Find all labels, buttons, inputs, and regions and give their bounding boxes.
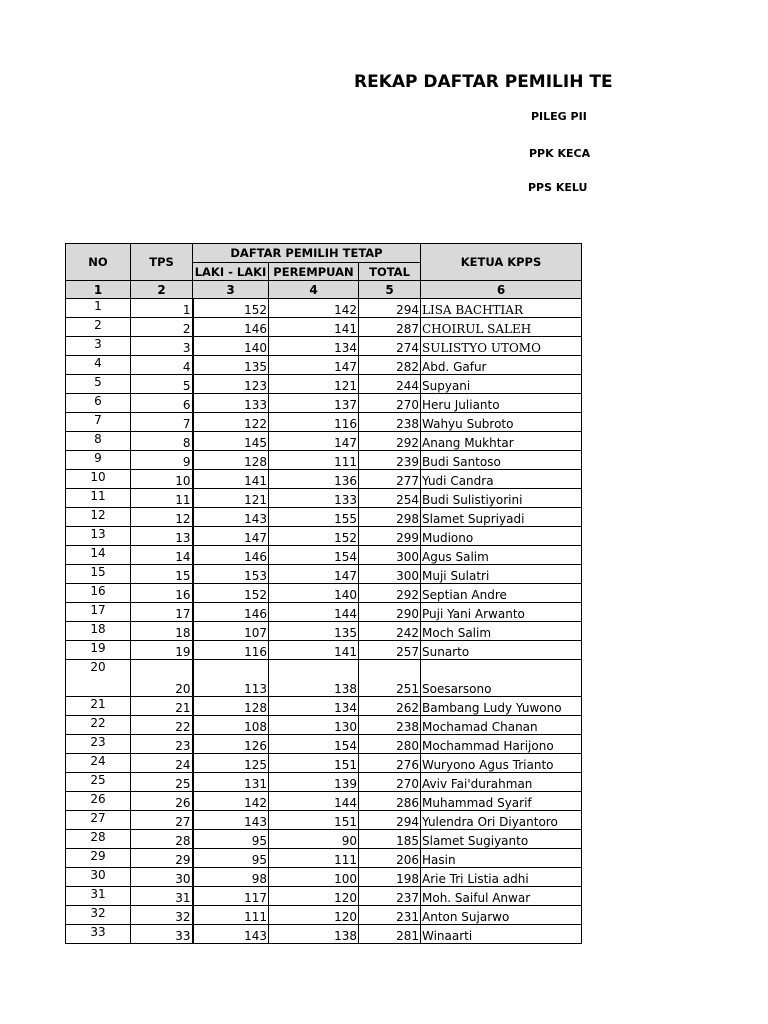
total-cell: 290 — [359, 603, 421, 622]
table-row — [66, 754, 582, 773]
no-cell: 3 — [66, 337, 131, 356]
subtitle-pileg: PILEG PII — [531, 110, 587, 123]
perempuan-cell: 138 — [269, 925, 359, 944]
no-cell: 33 — [66, 925, 131, 944]
total-cell: 294 — [359, 299, 421, 318]
laki-laki-cell: 146 — [193, 603, 269, 622]
laki-laki-cell: 143 — [193, 925, 269, 944]
ketua-kpps-cell: SULISTYO UTOMO — [421, 337, 582, 356]
laki-laki-cell: 117 — [193, 887, 269, 906]
table-row — [66, 697, 582, 716]
tps-cell: 14 — [131, 546, 193, 565]
tps-cell: 16 — [131, 584, 193, 603]
table-row — [66, 375, 582, 394]
header-laki-laki: LAKI - LAKI — [193, 263, 269, 281]
no-cell: 2 — [66, 318, 131, 337]
perempuan-cell: 120 — [269, 887, 359, 906]
total-cell: 185 — [359, 830, 421, 849]
ketua-kpps-cell: Soesarsono — [421, 660, 582, 697]
table-row — [66, 925, 582, 944]
laki-laki-cell: 116 — [193, 641, 269, 660]
header-total: TOTAL — [359, 263, 421, 281]
total-cell: 244 — [359, 375, 421, 394]
ketua-kpps-cell: Agus Salim — [421, 546, 582, 565]
tps-cell: 5 — [131, 375, 193, 394]
tps-cell: 3 — [131, 337, 193, 356]
tps-cell: 7 — [131, 413, 193, 432]
tps-cell: 18 — [131, 622, 193, 641]
ketua-kpps-cell: Mudiono — [421, 527, 582, 546]
page-title: REKAP DAFTAR PEMILIH TE — [354, 72, 613, 92]
perempuan-cell: 90 — [269, 830, 359, 849]
perempuan-cell: 141 — [269, 318, 359, 337]
tps-cell: 28 — [131, 830, 193, 849]
no-cell: 25 — [66, 773, 131, 792]
total-cell: 238 — [359, 716, 421, 735]
header-daftar-pemilih-tetap: DAFTAR PEMILIH TETAP — [193, 244, 421, 263]
perempuan-cell: 151 — [269, 754, 359, 773]
table-row — [66, 470, 582, 489]
table-row — [66, 489, 582, 508]
table-row — [66, 394, 582, 413]
laki-laki-cell: 123 — [193, 375, 269, 394]
no-cell: 9 — [66, 451, 131, 470]
tps-cell: 8 — [131, 432, 193, 451]
tps-cell: 25 — [131, 773, 193, 792]
laki-laki-cell: 107 — [193, 622, 269, 641]
laki-laki-cell: 152 — [193, 299, 269, 318]
table-row — [66, 716, 582, 735]
laki-laki-cell: 133 — [193, 394, 269, 413]
ketua-kpps-cell: Wahyu Subroto — [421, 413, 582, 432]
laki-laki-cell: 131 — [193, 773, 269, 792]
laki-laki-cell: 128 — [193, 697, 269, 716]
ketua-kpps-cell: Sunarto — [421, 641, 582, 660]
table-row — [66, 432, 582, 451]
table-row — [66, 565, 582, 584]
tps-cell: 30 — [131, 868, 193, 887]
laki-laki-cell: 108 — [193, 716, 269, 735]
total-cell: 242 — [359, 622, 421, 641]
table-row — [66, 451, 582, 470]
column-number: 6 — [421, 281, 582, 299]
perempuan-cell: 139 — [269, 773, 359, 792]
total-cell: 206 — [359, 849, 421, 868]
table-row — [66, 584, 582, 603]
tps-cell: 2 — [131, 318, 193, 337]
tps-cell: 24 — [131, 754, 193, 773]
tps-cell: 29 — [131, 849, 193, 868]
ketua-kpps-cell: Septian Andre — [421, 584, 582, 603]
perempuan-cell: 144 — [269, 792, 359, 811]
no-cell: 10 — [66, 470, 131, 489]
ketua-kpps-cell: Yulendra Ori Diyantoro — [421, 811, 582, 830]
laki-laki-cell: 125 — [193, 754, 269, 773]
perempuan-cell: 152 — [269, 527, 359, 546]
subtitle-ppk: PPK KECA — [529, 147, 591, 160]
table-row — [66, 546, 582, 565]
tps-cell: 4 — [131, 356, 193, 375]
no-cell: 8 — [66, 432, 131, 451]
no-cell: 14 — [66, 546, 131, 565]
total-cell: 294 — [359, 811, 421, 830]
ketua-kpps-cell: Supyani — [421, 375, 582, 394]
ketua-kpps-cell: Winaarti — [421, 925, 582, 944]
perempuan-cell: 136 — [269, 470, 359, 489]
perempuan-cell: 154 — [269, 735, 359, 754]
table-row — [66, 792, 582, 811]
ketua-kpps-cell: Muhammad Syarif — [421, 792, 582, 811]
subtitle-pps: PPS KELU — [528, 181, 588, 194]
laki-laki-cell: 95 — [193, 849, 269, 868]
laki-laki-cell: 143 — [193, 811, 269, 830]
ketua-kpps-cell: Anang Mukhtar — [421, 432, 582, 451]
perempuan-cell: 135 — [269, 622, 359, 641]
total-cell: 270 — [359, 773, 421, 792]
perempuan-cell: 111 — [269, 451, 359, 470]
table-row — [66, 527, 582, 546]
laki-laki-cell: 146 — [193, 318, 269, 337]
table-row — [66, 337, 582, 356]
table-row — [66, 299, 582, 318]
header-tps: TPS — [131, 244, 193, 281]
perempuan-cell: 140 — [269, 584, 359, 603]
tps-cell: 21 — [131, 697, 193, 716]
no-cell: 12 — [66, 508, 131, 527]
table-row — [66, 735, 582, 754]
table-row — [66, 603, 582, 622]
ketua-kpps-cell: CHOIRUL SALEH — [421, 318, 582, 337]
total-cell: 277 — [359, 470, 421, 489]
perempuan-cell: 100 — [269, 868, 359, 887]
laki-laki-cell: 146 — [193, 546, 269, 565]
perempuan-cell: 141 — [269, 641, 359, 660]
tps-cell: 33 — [131, 925, 193, 944]
no-cell: 6 — [66, 394, 131, 413]
no-cell: 28 — [66, 830, 131, 849]
perempuan-cell: 120 — [269, 906, 359, 925]
ketua-kpps-cell: Hasin — [421, 849, 582, 868]
no-cell: 4 — [66, 356, 131, 375]
total-cell: 231 — [359, 906, 421, 925]
ketua-kpps-cell: Wuryono Agus Trianto — [421, 754, 582, 773]
laki-laki-cell: 145 — [193, 432, 269, 451]
total-cell: 280 — [359, 735, 421, 754]
ketua-kpps-cell: Moch Salim — [421, 622, 582, 641]
total-cell: 299 — [359, 527, 421, 546]
laki-laki-cell: 152 — [193, 584, 269, 603]
ketua-kpps-cell: Yudi Candra — [421, 470, 582, 489]
tps-cell: 6 — [131, 394, 193, 413]
table-row — [66, 413, 582, 432]
no-cell: 21 — [66, 697, 131, 716]
laki-laki-cell: 142 — [193, 792, 269, 811]
header-perempuan: PEREMPUAN — [269, 263, 359, 281]
laki-laki-cell: 135 — [193, 356, 269, 375]
table-row — [66, 849, 582, 868]
perempuan-cell: 147 — [269, 432, 359, 451]
ketua-kpps-cell: Puji Yani Arwanto — [421, 603, 582, 622]
no-cell: 15 — [66, 565, 131, 584]
voter-recap-table — [65, 243, 582, 944]
laki-laki-cell: 121 — [193, 489, 269, 508]
tps-cell: 15 — [131, 565, 193, 584]
total-cell: 239 — [359, 451, 421, 470]
tps-cell: 11 — [131, 489, 193, 508]
table-row — [66, 622, 582, 641]
tps-cell: 10 — [131, 470, 193, 489]
total-cell: 298 — [359, 508, 421, 527]
tps-cell: 31 — [131, 887, 193, 906]
column-number: 4 — [269, 281, 359, 299]
total-cell: 300 — [359, 546, 421, 565]
perempuan-cell: 155 — [269, 508, 359, 527]
tps-cell: 19 — [131, 641, 193, 660]
no-cell: 7 — [66, 413, 131, 432]
perempuan-cell: 154 — [269, 546, 359, 565]
laki-laki-cell: 122 — [193, 413, 269, 432]
ketua-kpps-cell: Budi Santoso — [421, 451, 582, 470]
ketua-kpps-cell: Slamet Supriyadi — [421, 508, 582, 527]
no-cell: 27 — [66, 811, 131, 830]
laki-laki-cell: 141 — [193, 470, 269, 489]
total-cell: 251 — [359, 660, 421, 697]
table-row — [66, 356, 582, 375]
ketua-kpps-cell: LISA BACHTIAR — [421, 299, 582, 318]
tps-cell: 9 — [131, 451, 193, 470]
laki-laki-cell: 113 — [193, 660, 269, 697]
tps-cell: 32 — [131, 906, 193, 925]
no-cell: 29 — [66, 849, 131, 868]
ketua-kpps-cell: Moh. Saiful Anwar — [421, 887, 582, 906]
total-cell: 282 — [359, 356, 421, 375]
column-number: 1 — [66, 281, 131, 299]
table-row — [66, 508, 582, 527]
perempuan-cell: 134 — [269, 337, 359, 356]
no-cell: 11 — [66, 489, 131, 508]
no-cell: 18 — [66, 622, 131, 641]
tps-cell: 22 — [131, 716, 193, 735]
table-row — [66, 868, 582, 887]
total-cell: 257 — [359, 641, 421, 660]
column-number: 3 — [193, 281, 269, 299]
total-cell: 198 — [359, 868, 421, 887]
total-cell: 274 — [359, 337, 421, 356]
perempuan-cell: 133 — [269, 489, 359, 508]
laki-laki-cell: 143 — [193, 508, 269, 527]
no-cell: 19 — [66, 641, 131, 660]
perempuan-cell: 116 — [269, 413, 359, 432]
tps-cell: 12 — [131, 508, 193, 527]
laki-laki-cell: 147 — [193, 527, 269, 546]
total-cell: 254 — [359, 489, 421, 508]
laki-laki-cell: 153 — [193, 565, 269, 584]
perempuan-cell: 147 — [269, 356, 359, 375]
header-ketua-kpps: KETUA KPPS — [421, 244, 582, 281]
total-cell: 238 — [359, 413, 421, 432]
total-cell: 292 — [359, 432, 421, 451]
no-cell: 32 — [66, 906, 131, 925]
laki-laki-cell: 126 — [193, 735, 269, 754]
table-row — [66, 830, 582, 849]
ketua-kpps-cell: Mochamad Chanan — [421, 716, 582, 735]
no-cell: 17 — [66, 603, 131, 622]
table-row — [66, 641, 582, 660]
header-no: NO — [66, 244, 131, 281]
total-cell: 287 — [359, 318, 421, 337]
table-row — [66, 811, 582, 830]
column-number: 2 — [131, 281, 193, 299]
perempuan-cell: 142 — [269, 299, 359, 318]
no-cell: 1 — [66, 299, 131, 318]
total-cell: 237 — [359, 887, 421, 906]
ketua-kpps-cell: Heru Julianto — [421, 394, 582, 413]
tps-cell: 13 — [131, 527, 193, 546]
ketua-kpps-cell: Budi Sulistiyorini — [421, 489, 582, 508]
no-cell: 5 — [66, 375, 131, 394]
table-row — [66, 660, 582, 697]
ketua-kpps-cell: Anton Sujarwo — [421, 906, 582, 925]
ketua-kpps-cell: Muji Sulatri — [421, 565, 582, 584]
perempuan-cell: 147 — [269, 565, 359, 584]
column-number: 5 — [359, 281, 421, 299]
perempuan-cell: 130 — [269, 716, 359, 735]
perempuan-cell: 137 — [269, 394, 359, 413]
total-cell: 270 — [359, 394, 421, 413]
ketua-kpps-cell: Arie Tri Listia adhi — [421, 868, 582, 887]
perempuan-cell: 144 — [269, 603, 359, 622]
ketua-kpps-cell: Slamet Sugiyanto — [421, 830, 582, 849]
ketua-kpps-cell: Mochammad Harijono — [421, 735, 582, 754]
no-cell: 16 — [66, 584, 131, 603]
total-cell: 292 — [359, 584, 421, 603]
laki-laki-cell: 128 — [193, 451, 269, 470]
ketua-kpps-cell: Abd. Gafur — [421, 356, 582, 375]
table-row — [66, 906, 582, 925]
laki-laki-cell: 111 — [193, 906, 269, 925]
tps-cell: 23 — [131, 735, 193, 754]
total-cell: 286 — [359, 792, 421, 811]
no-cell: 31 — [66, 887, 131, 906]
no-cell: 24 — [66, 754, 131, 773]
no-cell: 23 — [66, 735, 131, 754]
total-cell: 262 — [359, 697, 421, 716]
tps-cell: 27 — [131, 811, 193, 830]
total-cell: 300 — [359, 565, 421, 584]
ketua-kpps-cell: Aviv Fai'durahman — [421, 773, 582, 792]
table-row — [66, 773, 582, 792]
tps-cell: 17 — [131, 603, 193, 622]
table-row — [66, 318, 582, 337]
total-cell: 281 — [359, 925, 421, 944]
no-cell: 20 — [66, 660, 131, 697]
perempuan-cell: 151 — [269, 811, 359, 830]
laki-laki-cell: 140 — [193, 337, 269, 356]
tps-cell: 20 — [131, 660, 193, 697]
total-cell: 276 — [359, 754, 421, 773]
no-cell: 26 — [66, 792, 131, 811]
perempuan-cell: 111 — [269, 849, 359, 868]
tps-cell: 26 — [131, 792, 193, 811]
no-cell: 13 — [66, 527, 131, 546]
perempuan-cell: 138 — [269, 660, 359, 697]
no-cell: 22 — [66, 716, 131, 735]
table-row — [66, 887, 582, 906]
no-cell: 30 — [66, 868, 131, 887]
laki-laki-cell: 95 — [193, 830, 269, 849]
tps-cell: 1 — [131, 299, 193, 318]
perempuan-cell: 121 — [269, 375, 359, 394]
perempuan-cell: 134 — [269, 697, 359, 716]
laki-laki-cell: 98 — [193, 868, 269, 887]
ketua-kpps-cell: Bambang Ludy Yuwono — [421, 697, 582, 716]
